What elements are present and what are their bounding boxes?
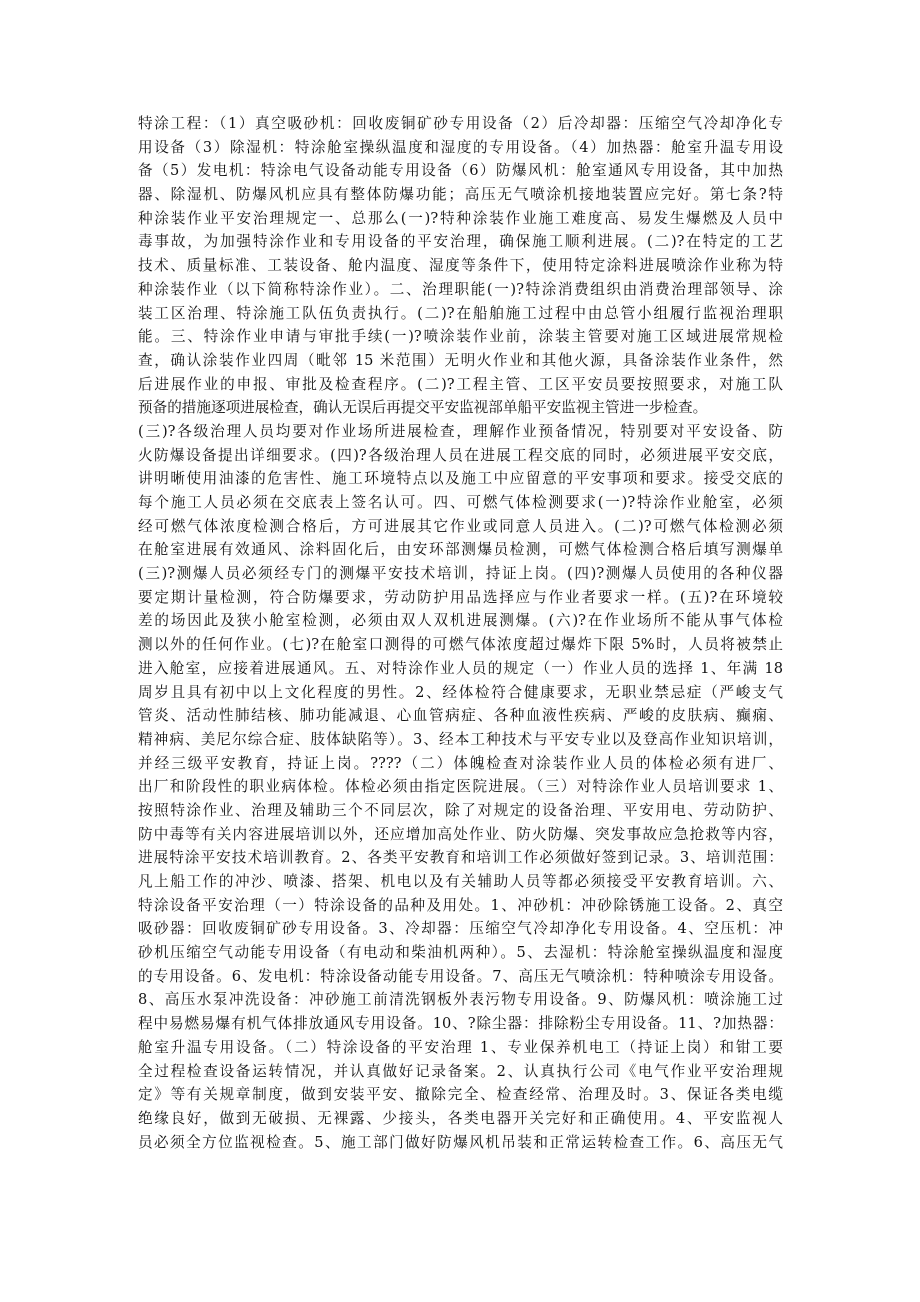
text-line: (三)?各级治理人员均要对作业场所进展检查，理解作业预备情况，特别要对平安设备、防 — [138, 422, 783, 440]
text-line: 毒事故，为加强特涂作业和专用设备的平安治理，确保施工顺利进展。(二)?在特定的工艺 — [138, 233, 783, 251]
text-line: 在舱室进展有效通风、涂料固化后，由安环部测爆员检测，可燃气体检测合格后填写测爆单 — [138, 541, 783, 559]
text-line: 砂机压缩空气动能专用设备（有电动和柴油机两种）。5、去湿机：特涂舱室操纵温度和湿度 — [138, 944, 783, 962]
text-line: 查，确认涂装作业四周（毗邻 15 米范围）无明火作业和其他火源，具备涂装作业条件，然 — [138, 351, 783, 369]
text-line: 要定期计量检测，符合防爆要求，劳动防护用品选择应与作业者要求一样。(五)?在环境较 — [138, 588, 783, 606]
text-line: 定》等有关规章制度，做到安装平安、撤除完全、检查经常、治理及时。3、保证各类电缆 — [138, 1086, 783, 1104]
text-line: 吸砂器：回收废铜矿砂专用设备。3、冷却器：压缩空气冷却净化专用设备。4、空压机：冲 — [138, 920, 783, 938]
text-line: 的专用设备。6、发电机：特涂设备动能专用设备。7、高压无气喷涂机：特种喷涂专用设备。 — [138, 967, 783, 985]
text-line: 种涂装作业（以下简称特涂作业）。二、治理职能(一)?特涂消费组织由消费治理部领导、涂 — [138, 280, 783, 298]
text-line: 员必须全方位监视检查。5、施工部门做好防爆风机吊装和正常运转检查工作。6、高压无气 — [138, 1133, 783, 1151]
text-line: 出厂和阶段性的职业病体检。体检必须由指定医院进展。（三）对特涂作业人员培训要求 1、 — [138, 778, 783, 796]
text-line: 每个施工人员必须在交底表上签名认可。四、可燃气体检测要求(一)?特涂作业舱室，必须 — [138, 494, 783, 511]
text-line: 凡上船工作的冲沙、喷漆、搭架、机电以及有关辅助人员等都必须接受平安教育培训。六、 — [138, 873, 783, 890]
text-line: 全过程检查设备运转情况，并认真做好记录备案。2、认真执行公司《电气作业平安治理规 — [138, 1062, 783, 1080]
text-line: 火防爆设备提出详细要求。(四)?各级治理人员在进展工程交底的同时，必须进展平安交底， — [138, 446, 783, 464]
text-line: 差的场因此及狭小舱室检测，必须由双人双机进展测爆。(六)?在作业场所不能从事气体检 — [138, 612, 783, 630]
text-line: 精神病、美尼尔综合症、肢体缺陷等）。3、经本工种技术与平安专业以及登高作业知识培训， — [138, 730, 783, 748]
text-line: 经可燃气体浓度检测合格后，方可进展其它作业或同意人员进入。(二)?可燃气体检测必须 — [138, 517, 783, 535]
text-line: 防中毒等有关内容进展培训以外，还应增加高处作业、防火防爆、突发事故应急抢救等内容， — [138, 825, 783, 843]
text-line: 种涂装作业平安治理规定一、总那么(一)?特种涂装作业施工难度高、易发生爆燃及人员中 — [138, 209, 783, 227]
document-page — [138, 112, 783, 1154]
text-line: 用设备（3）除湿机：特涂舱室操纵温度和湿度的专用设备。（4）加热器：舱室升温专用设 — [138, 138, 783, 156]
text-line: 装工区治理、特涂施工队伍负责执行。(二)?在船舶施工过程中由总管小组履行监视治理职 — [138, 304, 783, 322]
text-line: 能。三、特涂作业申请与审批手续(一)?喷涂装作业前，涂装主管要对施工区域进展常规检 — [138, 328, 783, 346]
text-line: 舱室升温专用设备。（二）特涂设备的平安治理 1、专业保养机电工（持证上岗）和钳工要 — [138, 1038, 783, 1056]
text-line: 按照特涂作业、治理及辅助三个不同层次，除了对规定的设备治理、平安用电、劳动防护、 — [138, 801, 783, 819]
text-line: 管炎、活动性肺结核、肺功能减退、心血管病症、各种血液性疾病、严峻的皮肤病、癫痫、 — [138, 707, 783, 725]
text-line: 进入舱室，应接着进展通风。五、对特涂作业人员的规定（一）作业人员的选择 1、年满 18 — [138, 659, 783, 677]
text-line: 预备的措施逐项进展检查，确认无误后再提交平安监视部单船平安监视主管进一步检查。 — [138, 399, 708, 417]
text-line: 程中易燃易爆有机气体排放通风专用设备。10、?除尘器：排除粉尘专用设备。11、?加热器： — [138, 1015, 783, 1033]
text-line: 周岁且具有初中以上文化程度的男性。2、经体检符合健康要求，无职业禁忌症（严峻支气 — [138, 683, 783, 701]
text-line: 绝缘良好，做到无破损、无裸露、少接头，各类电器开关完好和正确使用。4、平安监视人 — [138, 1109, 783, 1127]
text-line: 8、高压水泵冲洗设备：冲砂施工前清洗钢板外表污物专用设备。9、防爆风机：喷涂施工过 — [138, 991, 783, 1009]
text-line: 并经三级平安教育，持证上岗。????（二）体魄检查对涂装作业人员的体检必须有进厂、 — [138, 754, 783, 772]
text-line: 备（5）发电机：特涂电气设备动能专用设备（6）防爆风机：舱室通风专用设备，其中加热 — [138, 162, 783, 180]
text-line: (三)?测爆人员必须经专门的测爆平安技术培训，持证上岗。(四)?测爆人员使用的各种仪器 — [138, 565, 783, 583]
text-line: 特涂设备平安治理（一）特涂设备的品种及用处。1、冲砂机：冲砂除锈施工设备。2、真空 — [138, 896, 783, 914]
text-line: 测以外的任何作业。(七)?在舱室口测得的可燃气体浓度超过爆炸下限 5%时，人员将被禁止 — [138, 636, 783, 654]
text-line: 器、除湿机、防爆风机应具有整体防爆功能；高压无气喷涂机接地装置应完好。第七条?特 — [138, 186, 783, 204]
text-line: 后进展作业的申报、审批及检查程序。(二)?工程主管、工区平安员要按照要求，对施工队 — [138, 375, 783, 393]
text-line: 特涂工程：（1）真空吸砂机：回收废铜矿砂专用设备（2）后冷却器：压缩空气冷却净化专 — [138, 115, 783, 132]
text-line: 技术、质量标准、工装设备、舱内温度、湿度等条件下，使用特定涂料进展喷涂作业称为特 — [138, 257, 783, 275]
text-line: 讲明晰使用油漆的危害性、施工环境特点以及施工中应留意的平安事项和要求。接受交底的 — [138, 470, 783, 488]
text-line: 进展特涂平安技术培训教育。2、各类平安教育和培训工作必须做好签到记录。3、培训范围： — [138, 849, 783, 867]
